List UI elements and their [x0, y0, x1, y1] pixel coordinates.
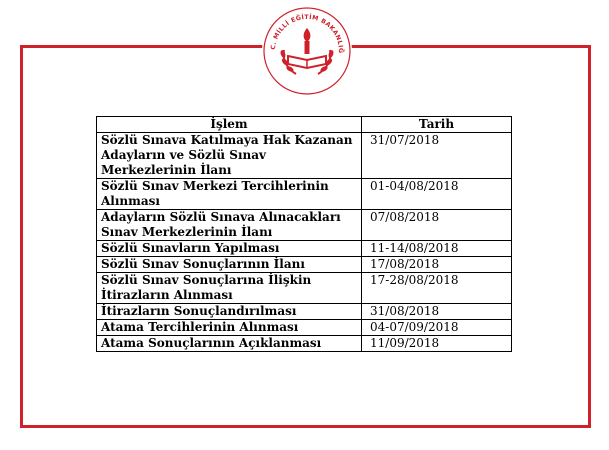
- cell-tarih: 04-07/09/2018: [362, 320, 512, 336]
- cell-tarih: 01-04/08/2018: [362, 179, 512, 210]
- table-row: [97, 257, 512, 273]
- cell-islem: Sözlü Sınavların Yapılması: [97, 241, 362, 257]
- table-row: [97, 304, 512, 320]
- cell-islem: Atama Tercihlerinin Alınması: [97, 320, 362, 336]
- column-header-tarih: Tarih: [362, 117, 512, 133]
- cell-tarih: 31/08/2018: [362, 304, 512, 320]
- cell-islem: Sözlü Sınava Katılmaya Hak Kazanan Adayların ve Sözlü Sınav Merkezlerinin İlanı: [97, 133, 362, 179]
- cell-islem: İtirazların Sonuçlandırılması: [97, 304, 362, 320]
- cell-tarih: 31/07/2018: [362, 133, 512, 179]
- table-row: [97, 133, 512, 179]
- table-header-row: [97, 117, 512, 133]
- table-row: [97, 336, 512, 352]
- cell-tarih: 11-14/08/2018: [362, 241, 512, 257]
- cell-islem: Adayların Sözlü Sınava Alınacakları Sınav Merkezlerinin İlanı: [97, 210, 362, 241]
- cell-tarih: 17-28/08/2018: [362, 273, 512, 304]
- meb-logo-icon: [262, 6, 352, 96]
- cell-islem: Sözlü Sınav Sonuçlarının İlanı: [97, 257, 362, 273]
- table-row: [97, 179, 512, 210]
- meb-logo: [262, 6, 352, 96]
- cell-tarih: 17/08/2018: [362, 257, 512, 273]
- cell-islem: Atama Sonuçlarının Açıklanması: [97, 336, 362, 352]
- schedule-table: [96, 116, 512, 352]
- cell-tarih: 07/08/2018: [362, 210, 512, 241]
- logo-ring-text: C. MİLLİ EĞİTİM BAKANLIĞ: [269, 13, 345, 54]
- cell-islem: Sözlü Sınav Merkezi Tercihlerinin Alınması: [97, 179, 362, 210]
- cell-islem: Sözlü Sınav Sonuçlarına İlişkin İtirazların Alınması: [97, 273, 362, 304]
- table-row: [97, 241, 512, 257]
- cell-tarih: 11/09/2018: [362, 336, 512, 352]
- table-row: [97, 273, 512, 304]
- table-row: [97, 210, 512, 241]
- column-header-islem: İşlem: [97, 117, 362, 133]
- table-row: [97, 320, 512, 336]
